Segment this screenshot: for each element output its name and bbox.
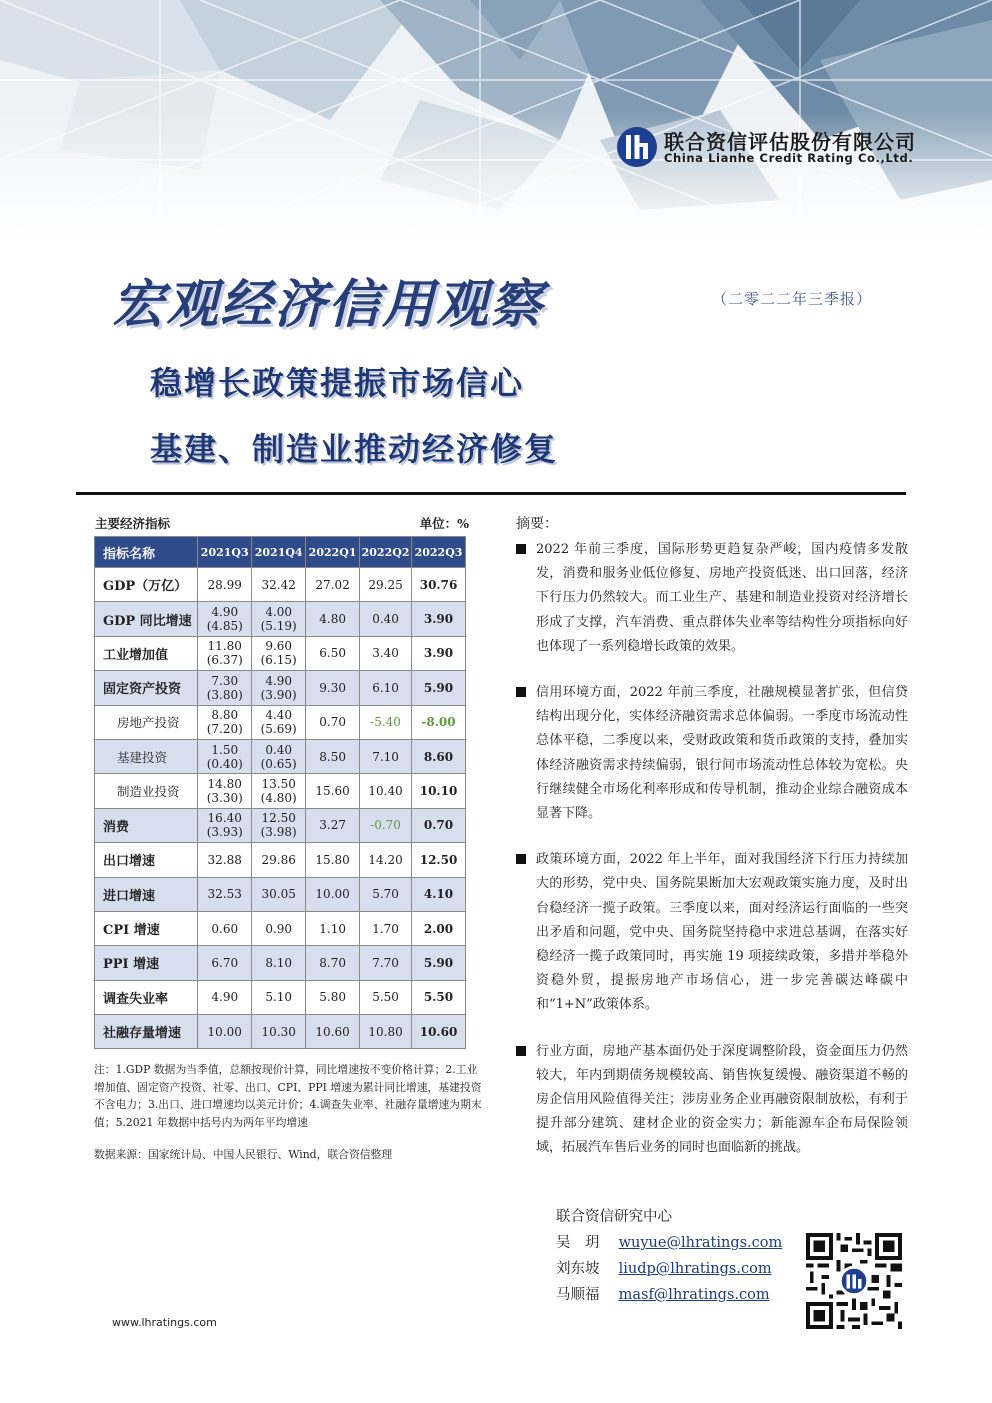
header-2022q2: 2022Q2 [360, 537, 412, 568]
row-name: 调查失业率 [95, 980, 198, 1014]
cell: 1.50 (0.40) [198, 739, 252, 773]
cell: 10.10 [412, 774, 466, 808]
summary-item [516, 538, 908, 659]
table-row [95, 946, 466, 980]
logo-chinese-name: 联合资信评估股份有限公司 [664, 130, 916, 154]
cell: 5.90 [412, 671, 466, 705]
lianhe-logo-icon [616, 126, 658, 168]
cell: 10.00 [306, 877, 360, 911]
cell: 0.40 [360, 602, 412, 636]
row-name: 房地产投资 [95, 705, 198, 739]
row-name: 工业增加值 [95, 636, 198, 670]
cell: 4.00 (5.19) [252, 602, 306, 636]
economic-indicators-table [94, 536, 466, 1049]
cell: -5.40 [360, 705, 412, 739]
cell: 30.76 [412, 568, 466, 602]
table-notes: 注：1.GDP 数据为当季值，总额按现价计算，同比增速按不变价格计算；2.工业增加值、固定资产投资、社零、出口、CPI、PPI 增速为累计同比增速，基建投资不含电力；3.出口、进口增速均以美元计价；4.调查失业率、社融存量增速为期末值；5.2021 年数据中括号内为两年平均增速 [94, 1063, 482, 1129]
cell: 5.70 [360, 877, 412, 911]
cell: 7.30 (3.80) [198, 671, 252, 705]
cell: 28.99 [198, 568, 252, 602]
cell: 15.60 [306, 774, 360, 808]
cell: 12.50 [412, 843, 466, 877]
table-row [95, 636, 466, 670]
cell: 10.00 [198, 1015, 252, 1049]
cell: 5.90 [412, 946, 466, 980]
row-name: GDP 同比增速 [95, 602, 198, 636]
contact-block [556, 1205, 782, 1309]
section-divider [76, 492, 906, 495]
cell: 4.90 [198, 980, 252, 1014]
cell: 32.53 [198, 877, 252, 911]
contact-email-link[interactable]: wuyue@lhratings.com [618, 1235, 783, 1251]
summary-item [516, 1040, 908, 1161]
header-2021q4: 2021Q4 [252, 537, 306, 568]
cell: 10.80 [360, 1015, 412, 1049]
cell: 10.60 [412, 1015, 466, 1049]
cell: 7.10 [360, 739, 412, 773]
cell: 6.50 [306, 636, 360, 670]
research-center: 联合资信研究中心 [556, 1209, 672, 1225]
summary-text: 2022 年前三季度，国际形势更趋复杂严峻，国内疫情多发散发，消费和服务业低位修复、房地产投资低迷、出口回落，经济下行压力仍然较大。而工业生产、基建和制造业投资对经济增长形成了支撑，汽车消费、重点群体失业率等结构性分项指标向好也体现了一系列稳增长政策的效果。 [536, 542, 908, 654]
contact-email-link[interactable]: liudp@lhratings.com [618, 1261, 772, 1277]
cell: 0.70 [412, 808, 466, 842]
cell: 5.10 [252, 980, 306, 1014]
header-2022q1: 2022Q1 [306, 537, 360, 568]
table-row [95, 1015, 466, 1049]
cell: 4.90 (4.85) [198, 602, 252, 636]
cell: 3.27 [306, 808, 360, 842]
cell: 29.25 [360, 568, 412, 602]
cell: 10.40 [360, 774, 412, 808]
table-header-row [95, 537, 466, 568]
cell: 1.70 [360, 911, 412, 945]
table-title: 主要经济指标 [95, 516, 171, 531]
row-name: 进口增速 [95, 877, 198, 911]
cell: 5.80 [306, 980, 360, 1014]
summary-heading: 摘要： [516, 516, 558, 532]
summary-text: 政策环境方面，2022 年上半年，面对我国经济下行压力持续加大的形势，党中央、国务院果断加大宏观政策实施力度，及时出台稳经济一揽子政策。三季度以来，面对经济运行面临的一些突出矛盾和问题，党中央、国务院坚持稳中求进总基调，在落实好稳经济一揽子政策同时，再实施 19 项接续政策，多措并举稳外资稳外贸，提振房地产市场信心，进一步完善碳达峰碳中和“1+N”政策体系。 [536, 852, 908, 1013]
cell: 12.50 (3.98) [252, 808, 306, 842]
cell: 4.80 [306, 602, 360, 636]
row-name: 制造业投资 [95, 774, 198, 808]
cell: 14.20 [360, 843, 412, 877]
row-name: CPI 增速 [95, 911, 198, 945]
cell: 13.50 (4.80) [252, 774, 306, 808]
cell: 9.60 (6.15) [252, 636, 306, 670]
contact-name: 马顺福 [556, 1287, 600, 1303]
cell: 5.50 [360, 980, 412, 1014]
cell: 10.60 [306, 1015, 360, 1049]
summary-text: 信用环境方面，2022 年前三季度，社融规模显著扩张，但信贷结构出现分化，实体经济融资需求总体偏弱。一季度市场流动性总体平稳，二季度以来，受财政政策和货币政策的支持，叠加实体经济融资需求持续偏弱，银行间市场流动性总体较为宽松。央行继续健全市场化利率形成和传导机制，推动企业综合融资成本显著下降。 [536, 685, 908, 822]
contact-name: 刘东坡 [556, 1261, 600, 1277]
table-row [95, 602, 466, 636]
table-row [95, 877, 466, 911]
cell: 4.90 (3.90) [252, 671, 306, 705]
bullet-square-icon [516, 544, 526, 554]
cell: 14.80 (3.30) [198, 774, 252, 808]
cell: -0.70 [360, 808, 412, 842]
header-2021q3: 2021Q3 [198, 537, 252, 568]
table-row [95, 774, 466, 808]
row-name: PPI 增速 [95, 946, 198, 980]
company-logo [616, 124, 916, 172]
cell: 30.05 [252, 877, 306, 911]
summary-item [516, 681, 908, 826]
cell: 3.90 [412, 636, 466, 670]
cell: 3.40 [360, 636, 412, 670]
contact-row [556, 1283, 782, 1309]
table-row [95, 911, 466, 945]
bullet-square-icon [516, 687, 526, 697]
summary-item [516, 848, 908, 1017]
cell: 8.80 (7.20) [198, 705, 252, 739]
cell: 0.70 [306, 705, 360, 739]
cell: 5.50 [412, 980, 466, 1014]
table-unit: 单位：% [419, 516, 469, 531]
cell: 8.10 [252, 946, 306, 980]
cell: 2.00 [412, 911, 466, 945]
website-link[interactable]: www.lhratings.com [112, 1316, 217, 1329]
row-name: 社融存量增速 [95, 1015, 198, 1049]
cell: 6.70 [198, 946, 252, 980]
table-row [95, 568, 466, 602]
contact-name: 吴 玥 [556, 1235, 600, 1251]
summary-list [516, 538, 908, 1183]
cell: 27.02 [306, 568, 360, 602]
contact-row [556, 1257, 782, 1283]
cell: 6.10 [360, 671, 412, 705]
cell: 0.60 [198, 911, 252, 945]
cell: 32.42 [252, 568, 306, 602]
banner-pattern [0, 0, 992, 240]
cell: 4.10 [412, 877, 466, 911]
bullet-square-icon [516, 854, 526, 864]
cell: 16.40 (3.93) [198, 808, 252, 842]
header-indicator: 指标名称 [95, 537, 198, 568]
cell: 3.90 [412, 602, 466, 636]
table-caption [95, 514, 469, 532]
cell: 7.70 [360, 946, 412, 980]
bullet-square-icon [516, 1046, 526, 1056]
table-row [95, 843, 466, 877]
cell: 8.70 [306, 946, 360, 980]
cell: 4.40 (5.69) [252, 705, 306, 739]
cell: 0.40 (0.65) [252, 739, 306, 773]
row-name: GDP（万亿） [95, 568, 198, 602]
table-row [95, 671, 466, 705]
cell: 10.30 [252, 1015, 306, 1049]
row-name: 消费 [95, 808, 198, 842]
row-name: 出口增速 [95, 843, 198, 877]
data-source: 数据来源：国家统计局、中国人民银行、Wind，联合资信整理 [94, 1148, 393, 1161]
cell: 0.90 [252, 911, 306, 945]
table-row [95, 980, 466, 1014]
cell: 29.86 [252, 843, 306, 877]
cell: 8.60 [412, 739, 466, 773]
row-name: 固定资产投资 [95, 671, 198, 705]
summary-text: 行业方面，房地产基本面仍处于深度调整阶段，资金面压力仍然较大，年内到期债务规模较高、销售恢复缓慢、融资渠道不畅的房企信用风险值得关注；涉房业务企业再融资限制放松，有利于提升部分建筑、建材企业的资金实力；新能源车企布局保险领域，拓展汽车售后业务的同时也面临新的挑战。 [536, 1043, 908, 1156]
cell: 11.80 (6.37) [198, 636, 252, 670]
logo-english-name: China Lianhe Credit Rating Co.,Ltd. [664, 151, 914, 165]
header-banner [0, 0, 992, 240]
cell: 1.10 [306, 911, 360, 945]
contact-email-link[interactable]: masf@lhratings.com [618, 1287, 770, 1303]
table-row [95, 808, 466, 842]
cell: 9.30 [306, 671, 360, 705]
cell: 32.88 [198, 843, 252, 877]
cell: -8.00 [412, 705, 466, 739]
header-2022q3: 2022Q3 [412, 537, 466, 568]
contact-row [556, 1231, 782, 1257]
cell: 8.50 [306, 739, 360, 773]
row-name: 基建投资 [95, 739, 198, 773]
qr-code-icon [806, 1233, 902, 1329]
cell: 15.80 [306, 843, 360, 877]
table-row [95, 705, 466, 739]
report-title: 宏观经济信用观察 [112, 275, 545, 335]
report-period: （二零二二年三季报） [712, 290, 873, 308]
table-row [95, 739, 466, 773]
subtitle-line-2: 基建、制造业推动经济修复 [150, 430, 559, 468]
subtitle-line-1: 稳增长政策提振市场信心 [150, 364, 525, 402]
